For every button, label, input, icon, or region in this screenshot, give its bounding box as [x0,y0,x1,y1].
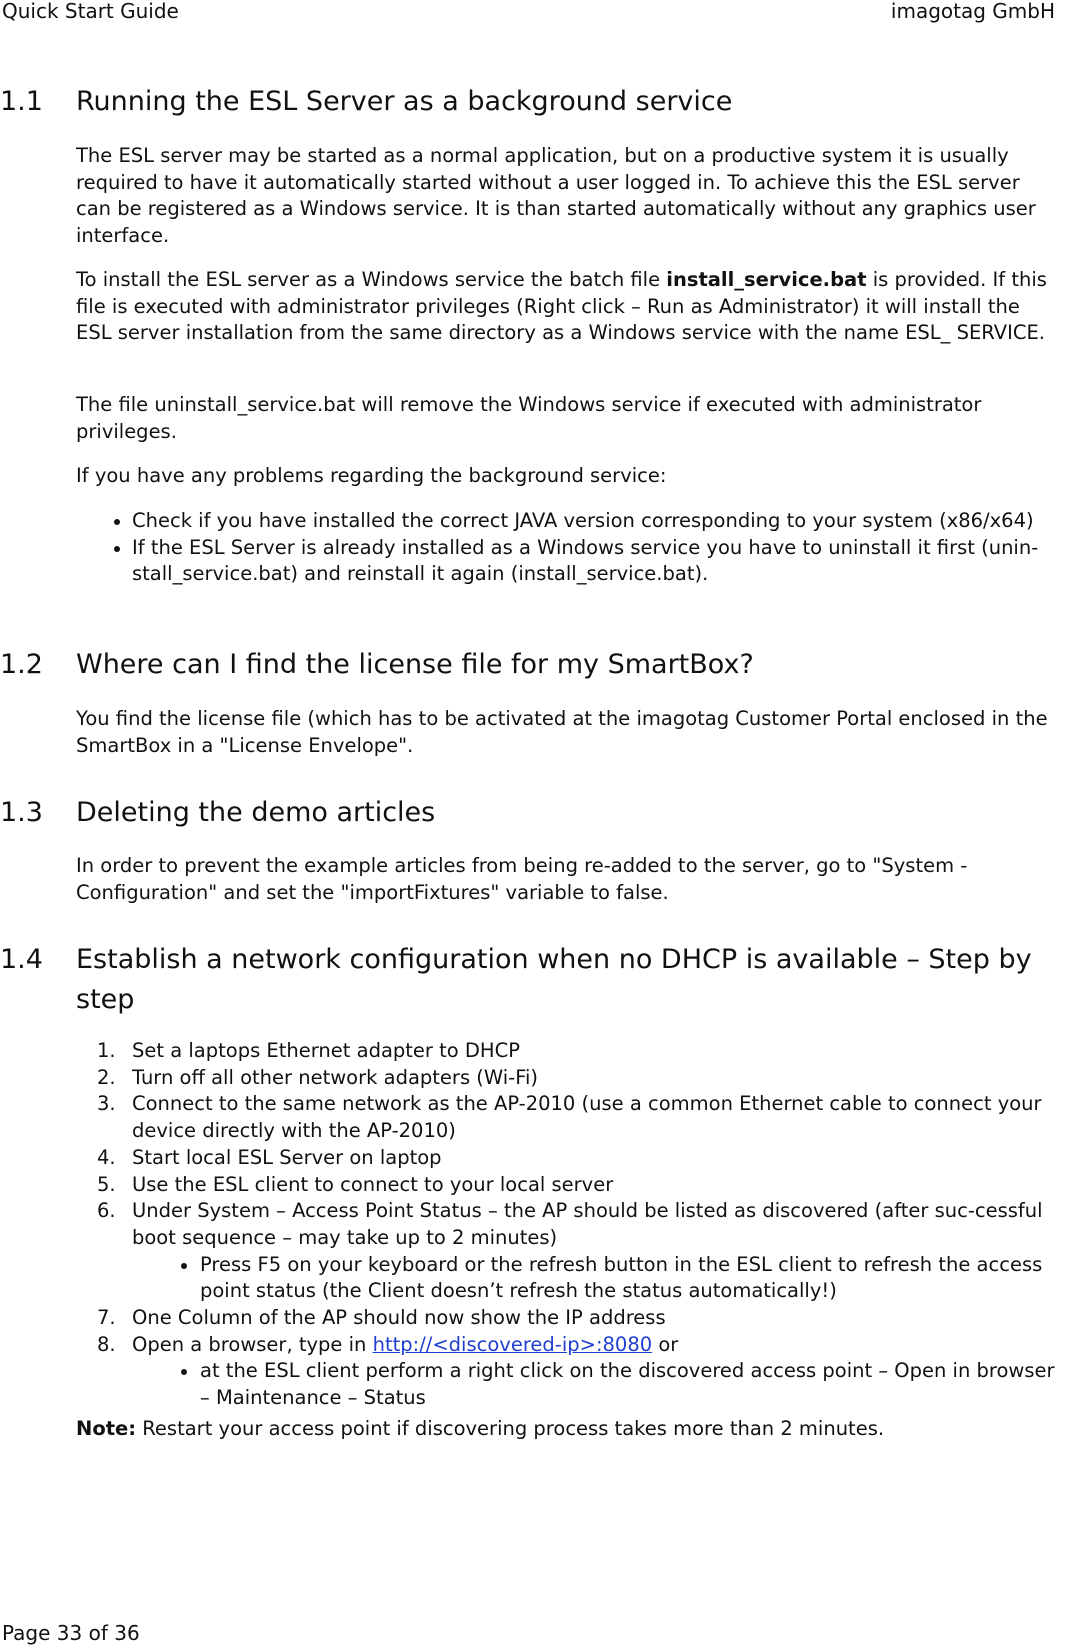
list-item: 2. Turn off all other network adapters (Wi-Fi) [97,1065,539,1089]
list-item: 1. Set a laptops Ethernet adapter to DHCP [97,1039,520,1062]
numbered-list [70,1038,1056,1412]
page-number: Page 33 of 36 [2,1621,140,1645]
paragraph: In order to prevent the example articles from being re-added to the server, go to "System - Configuration" and set the "importFixtures" variable to false. [76,854,968,904]
paragraph: To install the ESL server as a Windows service the batch file install_service.bat is provided. If this file is executed with administrator privileges (Right click – Run as Administrator) it will install the ESL server installation from the same directory as a Windows service with the name ESL_ SERVICE. [76,268,1047,345]
running-header-right: imagotag GmbH [890,0,1055,23]
section-title: Deleting the demo articles [76,797,436,828]
section-title: Establish a network configuration when no DHCP is available – Step by step [76,944,1032,1015]
note-label: Note: [76,1417,137,1440]
paragraph: If you have any problems regarding the background service: [76,464,667,487]
list-item: 6. Under System – Access Point Status – the AP should be listed as discovered (after suc-cessful boot sequence – may take up to 2 minutes) [97,1199,1043,1249]
paragraph: You find the license file (which has to be activated at the imagotag Customer Portal enclosed in the SmartBox in a "License Envelope". [76,707,1048,757]
running-header-left: Quick Start Guide [2,0,179,23]
section-number: 1.3 [0,797,43,828]
bullet-list [70,508,1056,588]
discovered-ip-link[interactable]: http://<discovered-ip>:8080 [372,1332,653,1356]
batch-file-name: install_service.bat [666,268,867,291]
section-number: 1.4 [0,944,43,975]
list-item: 3. Connect to the same network as the AP-2010 (use a common Ethernet cable to connect your device directly with the AP-2010) [97,1092,1042,1143]
section-number: 1.1 [0,86,43,117]
section-number: 1.2 [0,649,43,680]
list-item: 5. Use the ESL client to connect to your local server [97,1172,614,1196]
sub-list-item: at the ESL client perform a right click on the discovered access point – Open in browser – Maintenance – Status [70,1358,1056,1411]
list-item: Check if you have installed the correct JAVA version corresponding to your system (x86/x64) [70,508,1056,535]
paragraph: The ESL server may be started as a normal application, but on a productive system it is usually required to have it automatically started without a user logged in. To achieve this the ESL server can be registered as a Windows service. It is than started automatically without any graphics user interface. [76,144,1036,248]
list-item: 4. Start local ESL Server on laptop [97,1145,442,1169]
sub-list-item: Press F5 on your keyboard or the refresh button in the ESL client to refresh the access point status (the Client doesn’t refresh the status automatically!) [70,1252,1056,1305]
paragraph: The file uninstall_service.bat will remove the Windows service if executed with administrator privileges. [76,393,982,443]
section-title: Running the ESL Server as a background service [76,86,733,117]
list-item: If the ESL Server is already installed as a Windows service you have to uninstall it first (unin-stall_service.bat) and reinstall it again (install_service.bat). [70,535,1056,588]
section-title: Where can I find the license file for my SmartBox? [76,649,754,680]
list-item: 8. Open a browser, type in http://<discovered-ip>:8080 or [97,1332,679,1356]
note: Note: Restart your access point if discovering process takes more than 2 minutes. [76,1417,885,1440]
list-item: 7. One Column of the AP should now show the IP address [97,1306,666,1330]
